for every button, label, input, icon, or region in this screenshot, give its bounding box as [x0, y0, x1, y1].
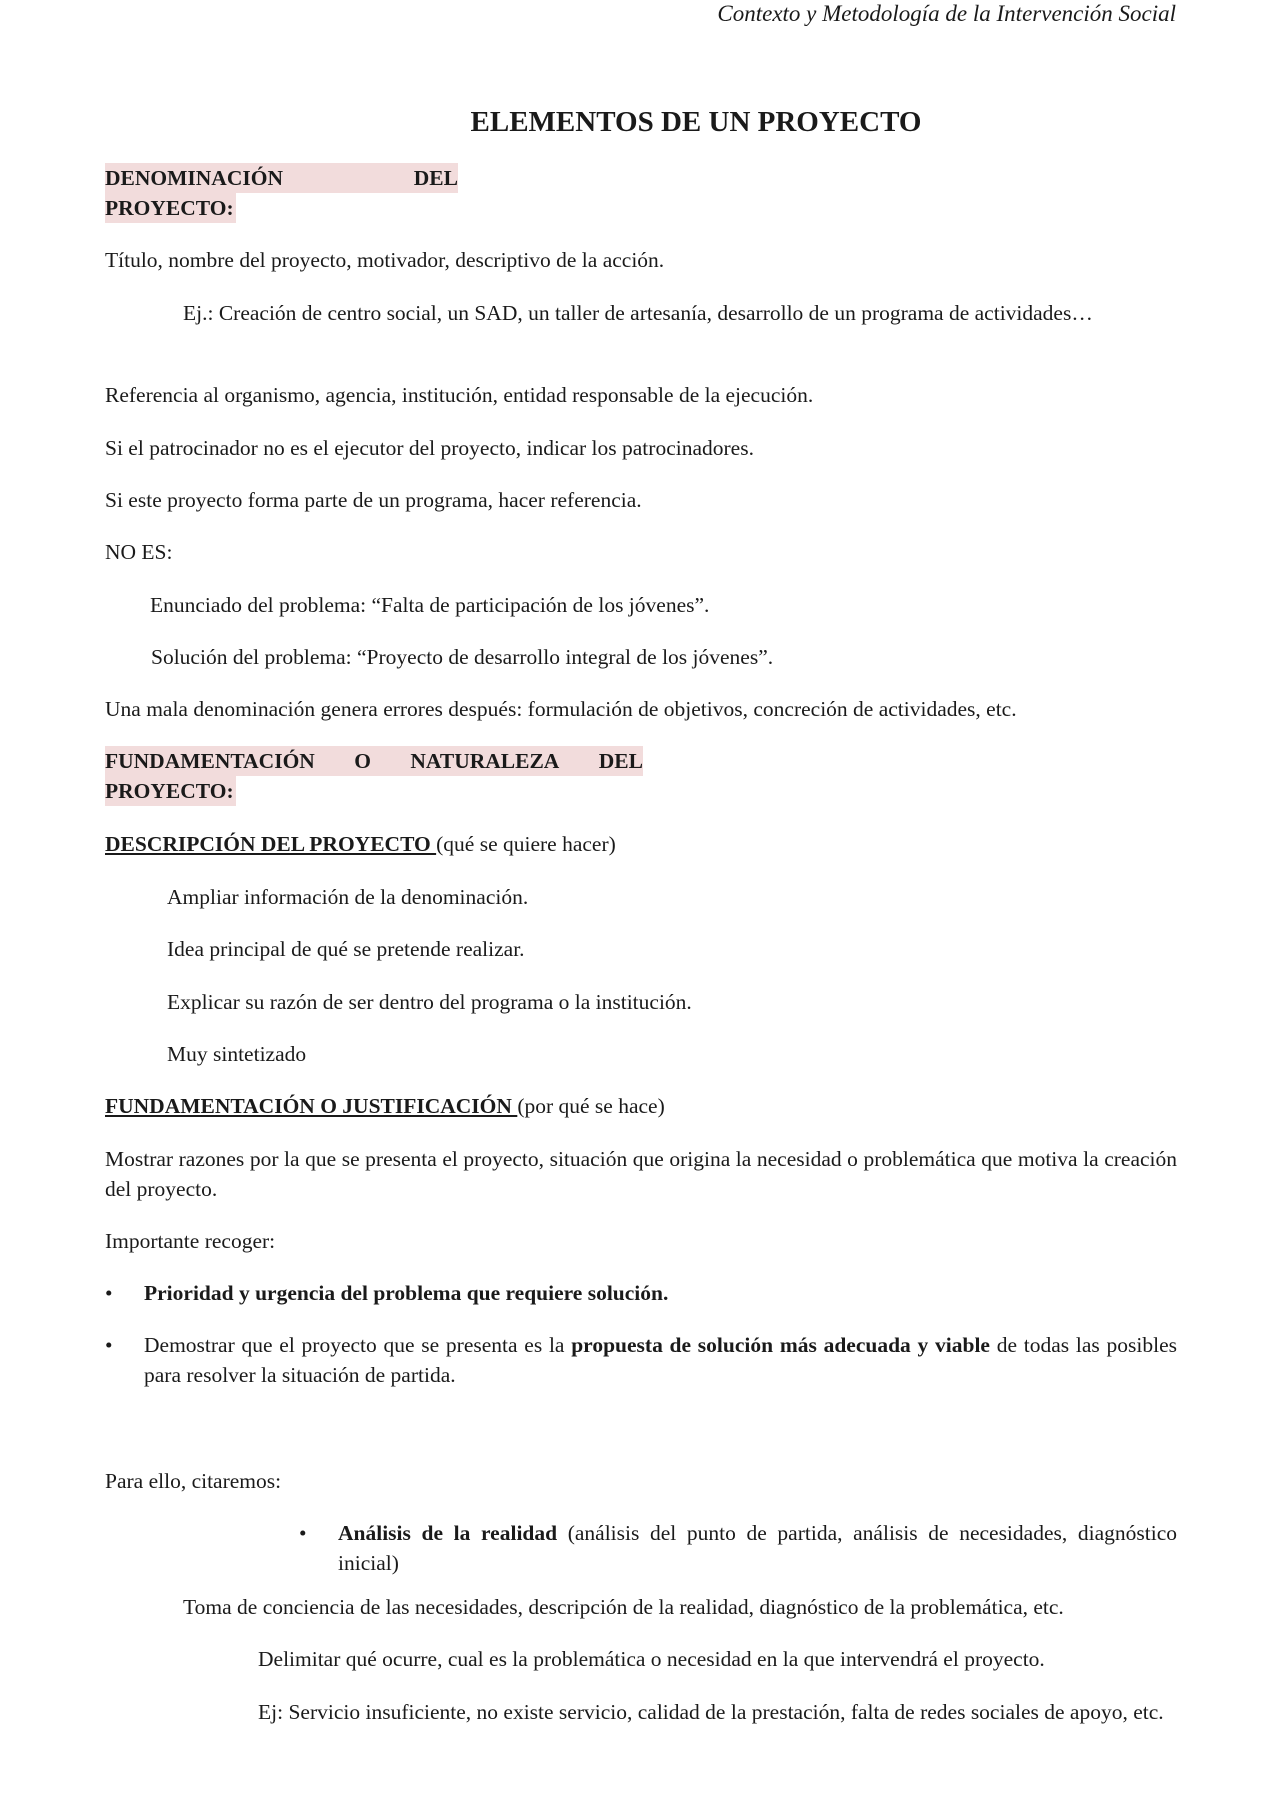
heading-word: DENOMINACIÓN — [105, 166, 283, 190]
paragraph: Delimitar qué ocurre, cual es la problemática o necesidad en la que intervendrá el proyecto. — [258, 1647, 1045, 1671]
bullet-text: (análisis del punto de partida, análisis de necesidades, diagnóstico inicial) — [338, 1521, 1177, 1575]
subheading-descripcion — [105, 829, 616, 859]
bullet-item — [105, 1278, 1177, 1308]
paragraph: Referencia al organismo, agencia, institución, entidad responsable de la ejecución. — [105, 383, 814, 407]
list-item: Muy sintetizado — [167, 1042, 307, 1066]
bullet-text-bold: propuesta de solución más adecuada y viable — [571, 1333, 990, 1357]
bullet-icon: • — [105, 1281, 113, 1305]
bullet-text: Prioridad y urgencia del problema que requiere solución. — [144, 1281, 669, 1305]
list-item: Ampliar información de la denominación. — [167, 885, 529, 909]
paragraph: Si este proyecto forma parte de un programa, hacer referencia. — [105, 488, 642, 512]
paragraph: Importante recoger: — [105, 1229, 276, 1253]
subheading-text: DESCRIPCIÓN DEL PROYECTO — [105, 832, 437, 856]
paragraph: Ej: Servicio insuficiente, no existe servicio, calidad de la prestación, falta de redes sociales de apoyo, etc. — [258, 1700, 1164, 1724]
heading-word: DEL — [413, 166, 458, 190]
list-item: Explicar su razón de ser dentro del programa o la institución. — [167, 990, 692, 1014]
list-item: Idea principal de qué se pretende realizar. — [167, 937, 525, 961]
paragraph: Una mala denominación genera errores después: formulación de objetivos, concreción de actividades, etc. — [105, 697, 1017, 721]
paragraph: Mostrar razones por la que se presenta el proyecto, situación que origina la necesidad o problemática que motiva la creación del proyecto. — [105, 1147, 1177, 1201]
example-paragraph: Ej.: Creación de centro social, un SAD, un taller de artesanía, desarrollo de un programa de actividades… — [183, 301, 1093, 325]
bullet-icon: • — [299, 1521, 307, 1545]
bullet-item — [105, 1330, 1177, 1390]
subheading-fundamentacion — [105, 1091, 665, 1121]
paragraph: Solución del problema: “Proyecto de desarrollo integral de los jóvenes”. — [151, 645, 774, 669]
subheading-suffix: (por qué se hace) — [517, 1094, 665, 1118]
bullet-icon: • — [105, 1333, 113, 1357]
heading-word: O — [354, 749, 371, 773]
heading-line2: PROYECTO: — [105, 776, 236, 806]
paragraph: Toma de conciencia de las necesidades, descripción de la realidad, diagnóstico de la problemática, etc. — [183, 1595, 1064, 1619]
bullet-text-bold: Análisis de la realidad — [338, 1521, 558, 1545]
paragraph: Para ello, citaremos: — [105, 1469, 282, 1493]
section-heading-denominacion — [105, 163, 458, 223]
paragraph: Si el patrocinador no es el ejecutor del proyecto, indicar los patrocinadores. — [105, 436, 754, 460]
running-header: Contexto y Metodología de la Intervención Social — [717, 1, 1176, 26]
paragraph: Título, nombre del proyecto, motivador, descriptivo de la acción. — [105, 248, 665, 272]
heading-word: FUNDAMENTACIÓN — [105, 749, 315, 773]
paragraph: Enunciado del problema: “Falta de participación de los jóvenes”. — [150, 593, 710, 617]
subheading-text: FUNDAMENTACIÓN O JUSTIFICACIÓN — [105, 1094, 518, 1118]
bullet-text: de todas las posibles para resolver la situación de partida. — [144, 1333, 1177, 1387]
paragraph: NO ES: — [105, 540, 173, 564]
page-title: ELEMENTOS DE UN PROYECTO — [470, 106, 922, 138]
heading-word: DEL — [598, 749, 643, 773]
section-heading-fundamentacion — [105, 746, 643, 806]
heading-word: NATURALEZA — [410, 749, 560, 773]
bullet-text: Demostrar que el proyecto que se presenta es la — [144, 1333, 572, 1357]
bullet-item — [299, 1518, 1177, 1578]
heading-line2: PROYECTO: — [105, 193, 236, 223]
subheading-suffix: (qué se quiere hacer) — [436, 832, 616, 856]
